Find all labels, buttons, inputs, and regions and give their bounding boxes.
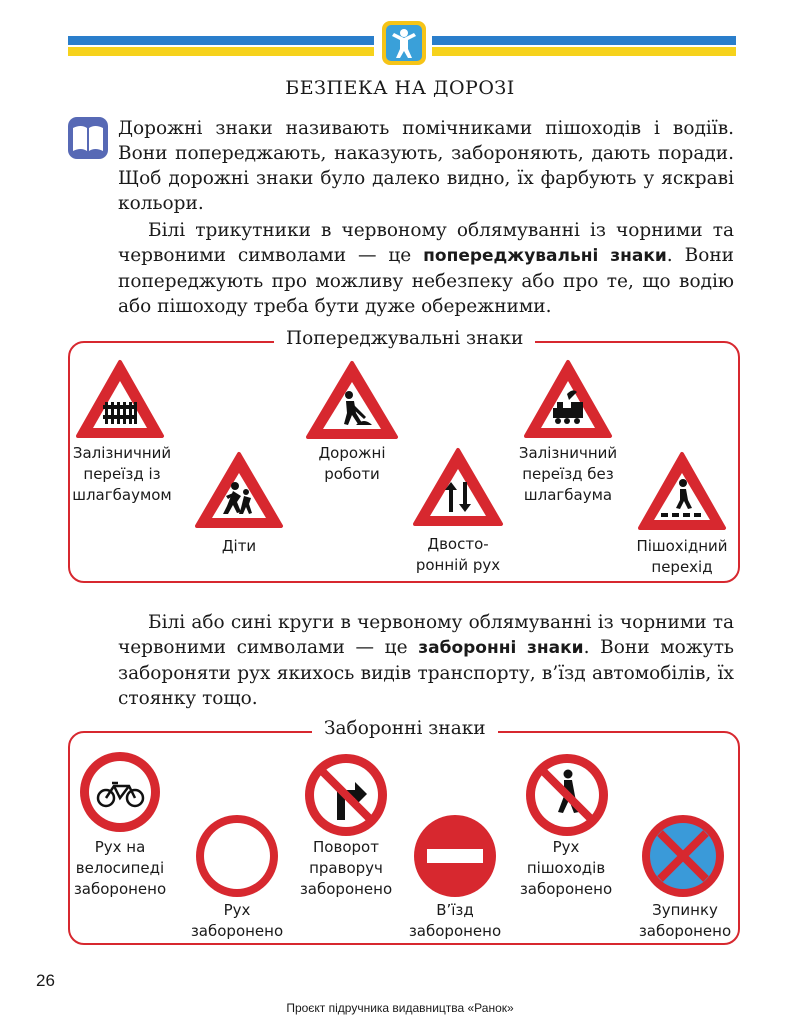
warning-sign-label: Залізничний переїзд із шлагбаумом [72,444,172,504]
warning-sign-label: Пішохідний перехід [636,537,728,576]
prohibit-box-title: Заборонні знаки [312,718,498,739]
no-entry-icon [412,813,498,899]
prohibit-sign-label: В’їзд заборонено [408,901,502,940]
pedestrian-crossing-icon [636,450,728,532]
warning-paragraph: Білі трикутники в червоному облямуванні із чорними та червоними символами — це попереджувальні знаки. Вони попереджують про можливу небезпеку або про те, що водію або пішоходу треба бути дуже обережними. [118,220,734,317]
intro-paragraph: Дорожні знаки називають помічниками пішоходів і водіїв. Вони попереджають, наказують, забороняють, дають поради. Щоб дорожні знаки було далеко видно, їх фарбують у яскраві кольори. [118,118,734,214]
warning-sign-label: Дорожні роботи [318,444,386,483]
railway-crossing-with-barrier-icon [75,358,165,440]
no-right-turn-icon [303,752,389,838]
no-pedestrians-icon [524,752,610,838]
warning-signs-term: попереджувальні знаки [423,246,667,266]
no-bicycles-icon [78,750,162,834]
book-icon [68,117,108,159]
warning-sign-label: Залізничний переїзд без шлагбаума [518,444,618,504]
child-safety-logo-icon [382,21,426,65]
children-icon [193,450,285,530]
no-traffic-icon [194,813,280,899]
prohibit-sign-label: Рух пішоходів заборонено [519,838,613,898]
prohibit-paragraph: Білі або сині круги в червоному облямуванні із чорними та червоними символами — це заборонні знаки. Вони можуть забороняти рух якихось видів транспорту, в’їзд автомобілів, їх стоянку тощо. [118,612,735,709]
prohibit-signs-term: заборонні знаки [418,638,584,658]
prohibit-sign-label: Зупинку заборонено [638,901,732,940]
warning-sign-label: Двосто- ронній рух [415,535,501,574]
warning-box-title: Попереджувальні знаки [274,328,535,349]
no-stopping-icon [640,813,726,899]
header-stripe-left [68,36,374,56]
railway-crossing-without-barrier-icon [523,358,613,440]
header-stripe-right [432,36,736,56]
prohibit-sign-label: Поворот праворуч заборонено [299,838,393,898]
two-way-traffic-icon [411,446,505,528]
road-works-icon [304,359,400,441]
prohibit-sign-label: Рух заборонено [190,901,284,940]
warning-sign-label: Діти [221,537,257,555]
page-title: БЕЗПЕКА НА ДОРОЗІ [285,77,515,99]
page-number: 26 [36,971,55,990]
publisher-footer: Проєкт підручника видавництва «Ранок» [286,1001,514,1015]
prohibit-sign-label: Рух на велосипеді заборонено [73,838,167,898]
